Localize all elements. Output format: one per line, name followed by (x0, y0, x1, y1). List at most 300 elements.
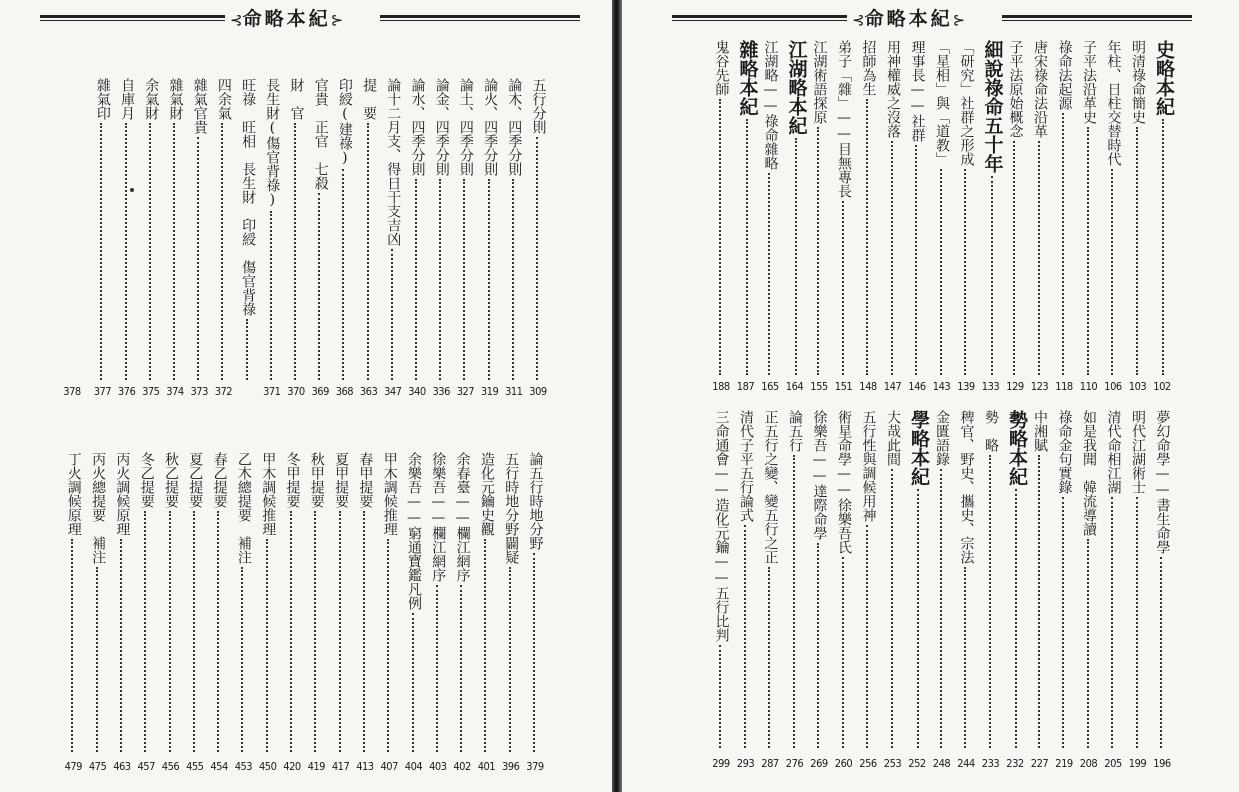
toc-page-number: 123 (1030, 380, 1049, 393)
toc-entry (62, 452, 84, 752)
dot-leader (339, 511, 343, 752)
toc-page-number: 299 (712, 757, 730, 770)
toc-entry-title: 五行時地分野闢疑 (503, 452, 520, 564)
toc-entry (403, 452, 425, 752)
toc-section-heading (784, 40, 810, 375)
toc-entry-title: 細說祿命五十年 (981, 40, 1004, 173)
toc-entry-title: 年柱、日柱交替時代 (1105, 40, 1122, 166)
toc-entry (330, 452, 352, 752)
ornament-left: ⊰ (230, 11, 243, 29)
dot-leader (221, 123, 225, 380)
toc-page-number: 232 (1006, 757, 1024, 770)
dot-leader (217, 511, 221, 752)
toc-entry (208, 452, 230, 752)
toc-entry (427, 452, 449, 752)
dot-leader (509, 567, 513, 752)
dot-leader (1015, 489, 1019, 748)
dot-leader (1038, 455, 1042, 748)
toc-entry-title: 術星命學——徐樂吾氏 (836, 410, 852, 554)
toc-entry-title: 丙火總提要 補注 (90, 452, 107, 564)
running-header-title: ⊰命略本紀⊱ (852, 8, 966, 30)
toc-page-number: 147 (883, 380, 902, 393)
toc-entry (257, 452, 279, 752)
toc-page-number: 205 (1104, 757, 1122, 770)
toc-page-number: 311 (505, 385, 523, 398)
toc-entry (931, 40, 953, 375)
dot-leader (793, 455, 797, 748)
toc-page-number: 164 (785, 380, 804, 393)
toc-page-number: 293 (736, 757, 755, 770)
dot-leader (817, 543, 821, 748)
toc-entry-title: 春甲提要 (357, 452, 374, 508)
dot-leader (173, 123, 177, 380)
toc-entry (527, 78, 549, 380)
toc-entry (91, 78, 113, 380)
dot-leader (193, 511, 197, 752)
toc-entry-title: 旺祿 旺相 長生財 印綬 傷官背祿 (240, 78, 257, 316)
toc-entry-title: 勢略本紀 (1006, 410, 1028, 486)
toc-entry (479, 78, 501, 380)
header-rule-left (672, 15, 847, 18)
dot-leader (1162, 119, 1166, 375)
toc-section-heading (1004, 410, 1030, 748)
dot-leader (817, 127, 821, 375)
toc-entry-title: 財 官 (288, 78, 305, 120)
toc-entry (882, 40, 904, 375)
toc-page-number: 151 (834, 380, 853, 393)
toc-page-number: 252 (908, 757, 926, 770)
toc-entry-title: 提 要 (361, 78, 378, 120)
toc-page-number: 413 (356, 760, 374, 773)
toc-entry-title: 大哉此間 (885, 410, 901, 466)
header-rule-left-thin (40, 20, 225, 21)
ornament-right: ⊱ (330, 11, 344, 29)
toc-entry (759, 410, 781, 748)
toc-page-number: 103 (1128, 380, 1147, 393)
toc-entry-title: 雜略本紀 (736, 40, 759, 116)
toc-page-number: 129 (1006, 380, 1024, 393)
left-running-header (40, 4, 580, 30)
toc-entry (451, 452, 473, 752)
toc-entry-title: 自庫月 (119, 78, 136, 120)
dot-leader (795, 138, 799, 375)
header-rule-left-thin (672, 20, 847, 21)
toc-entry-title: 論水、四季分則 (409, 78, 426, 176)
dot-leader (294, 123, 298, 380)
toc-page-number: 196 (1153, 757, 1171, 770)
dot-leader (746, 119, 750, 375)
toc-page-number: 327 (456, 385, 475, 398)
dot-leader (439, 179, 443, 380)
toc-entry (857, 40, 879, 375)
toc-page-number: 475 (88, 760, 107, 773)
toc-entry (406, 78, 428, 380)
dot-leader (1136, 497, 1140, 748)
toc-page-number: 363 (359, 385, 378, 398)
toc-entry (931, 410, 953, 748)
dot-leader (436, 585, 440, 752)
toc-entry-title: 清代命相江湖 (1105, 410, 1122, 494)
toc-page-number: 133 (981, 380, 1000, 393)
toc-page-number: 155 (810, 380, 828, 393)
toc-entry-title: 冬甲提要 (284, 452, 301, 508)
dot-leader (71, 539, 75, 752)
dot-leader (891, 141, 895, 375)
toc-page-number: 369 (311, 385, 329, 398)
toc-entry-title: 論木、四季分則 (506, 78, 523, 176)
dot-leader (744, 525, 748, 748)
toc-entry-title: 稗官、野史、攜史、宗法 (958, 410, 975, 564)
ornament-left: ⊰ (852, 11, 865, 29)
toc-entry-title: 造化元鑰史觀 (478, 452, 495, 536)
dot-leader (842, 201, 846, 375)
toc-entry-title: 秋乙提要 (163, 452, 179, 508)
dot-leader (314, 511, 318, 752)
toc-page-number: 417 (331, 760, 350, 773)
dot-leader (1111, 169, 1115, 375)
dot-leader (241, 567, 245, 752)
dot-leader (169, 511, 173, 752)
toc-entry (1102, 40, 1124, 375)
dot-leader (917, 489, 921, 748)
toc-page-number: 378 (63, 385, 81, 398)
dot-leader (266, 539, 270, 752)
dot-leader (512, 179, 516, 380)
toc-page-number: 253 (883, 757, 902, 770)
toc-page-number: 479 (64, 760, 82, 773)
toc-page-number: 148 (859, 380, 877, 393)
toc-entry-title: 江湖術語探原 (811, 40, 828, 124)
toc-entry (955, 410, 977, 748)
toc-entry-title: 夢幻命學——書生命學 (1154, 410, 1171, 554)
toc-page-number: 188 (712, 380, 730, 393)
dot-leader (768, 173, 772, 375)
toc-page-number: 208 (1079, 757, 1098, 770)
toc-entry-title: 鬼谷先師 (713, 40, 730, 96)
toc-entry (1029, 410, 1051, 748)
toc-entry (285, 78, 307, 380)
dot-leader (719, 99, 723, 375)
toc-entry (212, 78, 234, 380)
toc-entry-title: 祿命金句實錄 (1056, 410, 1073, 494)
toc-page-number: 139 (957, 380, 975, 393)
toc-entry (500, 452, 522, 752)
toc-entry (906, 40, 928, 375)
toc-entry-title: 五行性與調候用神 (860, 410, 877, 522)
toc-page-number: 456 (161, 760, 180, 773)
dot-leader (149, 123, 153, 380)
dot-leader (1087, 127, 1091, 375)
dot-leader (1062, 113, 1066, 375)
toc-entry-title: 雜氣官貴 (191, 78, 208, 134)
toc-entry-title: 明代江湖術士 (1130, 410, 1146, 494)
toc-section-heading (735, 40, 761, 375)
toc-page-number: 454 (210, 760, 228, 773)
dot-leader (964, 567, 968, 748)
dot-leader (866, 99, 870, 375)
toc-entry (833, 40, 855, 375)
dot-leader (96, 567, 100, 752)
toc-section-heading (1151, 40, 1177, 375)
toc-page-number: 419 (307, 760, 325, 773)
toc-entry-title: 中湘賦 (1032, 410, 1048, 452)
toc-entry (475, 452, 497, 752)
toc-entry-title: 春乙提要 (211, 452, 228, 508)
toc-entry (305, 452, 327, 752)
toc-page-number: 110 (1079, 380, 1098, 393)
dot-leader (391, 249, 395, 380)
toc-entry-title: 論火、四季分則 (482, 78, 499, 176)
toc-page-number: 347 (384, 385, 402, 398)
toc-page-number: 453 (234, 760, 253, 773)
toc-entry (980, 410, 1002, 748)
toc-entry-title: 江湖略本紀 (785, 40, 808, 135)
toc-entry-title: 史略本紀 (1153, 40, 1175, 116)
toc-entry (140, 78, 162, 380)
toc-entry (333, 78, 355, 380)
toc-entry (1029, 40, 1051, 375)
toc-entry (261, 78, 283, 380)
dot-leader (342, 169, 346, 380)
toc-page-number: 260 (834, 757, 853, 770)
toc-page-number: 336 (432, 385, 450, 398)
toc-entry-title: 江湖略——祿命雜略 (762, 40, 779, 170)
toc-entry-title: 金匱語錄 (934, 410, 950, 466)
dot-leader (1062, 497, 1066, 748)
toc-page-number: 244 (957, 757, 975, 770)
toc-page-number: 403 (429, 760, 447, 773)
toc-entry-title: 甲木調候推理 (381, 452, 398, 536)
toc-page-number: 248 (932, 757, 951, 770)
toc-entry-title: 三命通會——造化元鑰——五行比判 (713, 410, 730, 642)
dot-leader (488, 179, 492, 380)
toc-entry-title: 子平法原始概念 (1007, 40, 1024, 138)
toc-page-number: 370 (287, 385, 305, 398)
dot-leader (144, 511, 148, 752)
dot-leader (940, 469, 944, 748)
toc-page-number: 287 (761, 757, 779, 770)
dot-leader (197, 137, 201, 380)
right-page (622, 0, 1239, 792)
toc-entry (237, 78, 259, 380)
toc-page-number: 420 (283, 760, 301, 773)
toc-page-number: 143 (932, 380, 951, 393)
toc-entry (116, 78, 138, 380)
toc-entry (87, 452, 109, 752)
toc-page-number: 404 (404, 760, 423, 773)
toc-entry-title: 理事長——社群 (909, 40, 926, 142)
toc-entry (710, 410, 732, 748)
toc-entry (1053, 40, 1075, 375)
dot-leader (387, 539, 391, 752)
toc-page-number: 187 (736, 380, 755, 393)
toc-entry (430, 78, 452, 380)
toc-entry-title: 官貴 正官 七殺 (312, 78, 329, 190)
toc-entry (1004, 40, 1026, 375)
toc-entry (160, 452, 182, 752)
toc-entry (1078, 40, 1100, 375)
toc-page-number: 106 (1104, 380, 1122, 393)
toc-entry-title: 「星相」與「道教」 (934, 40, 950, 166)
toc-entry-title: 明清祿命簡史 (1130, 40, 1146, 124)
toc-entry-title: 正五行之變、變五行之正 (762, 410, 779, 564)
toc-page-number: 233 (981, 757, 1000, 770)
toc-page-number: 309 (529, 385, 547, 398)
toc-entry (184, 452, 206, 752)
toc-entry (358, 78, 380, 380)
toc-entry-title: 長生財(傷官背祿) (264, 78, 281, 208)
toc-entry (808, 40, 830, 375)
toc-page-number: 402 (453, 760, 471, 773)
dot-leader (1111, 497, 1115, 748)
dot-leader (1013, 141, 1017, 375)
toc-entry (710, 40, 732, 375)
ornament-right: ⊱ (952, 11, 966, 29)
dot-leader (842, 557, 846, 748)
toc-page-number: 319 (480, 385, 499, 398)
toc-page-number: 455 (186, 760, 204, 773)
toc-entry-title: 夏甲提要 (333, 452, 350, 508)
dot-leader (719, 645, 723, 748)
toc-entry-title: 印綬(建祿) (336, 78, 353, 166)
toc-entry-title: 四余氣 (215, 78, 232, 120)
header-rule-right (1002, 15, 1192, 18)
toc-entry (503, 78, 525, 380)
toc-page-number: 375 (142, 385, 160, 398)
toc-entry (354, 452, 376, 752)
toc-entry (882, 410, 904, 748)
toc-entry-title: 論十二月支、得日干支吉凶 (385, 78, 402, 246)
toc-page-number: 457 (137, 760, 155, 773)
toc-page-number: 379 (526, 760, 544, 773)
right-running-header (672, 4, 1192, 30)
toc-entry-title: 用神權威之沒落 (885, 40, 901, 138)
toc-page-number: 219 (1055, 757, 1073, 770)
toc-entry-title: 弟子「雜」——目無專長 (836, 40, 852, 198)
toc-page-number: 276 (785, 757, 804, 770)
toc-entry (833, 410, 855, 748)
toc-entry-title: 招師為生 (860, 40, 877, 96)
toc-entry-title: 丁火調候原理 (65, 452, 82, 536)
toc-page-number: 227 (1030, 757, 1049, 770)
toc-entry (735, 410, 757, 748)
dot-leader (915, 145, 919, 375)
toc-entry (808, 410, 830, 748)
toc-page-number: 463 (113, 760, 131, 773)
toc-entry (232, 452, 254, 752)
toc-page-number: 269 (810, 757, 828, 770)
dot-leader (246, 319, 250, 380)
dot-leader (460, 585, 464, 752)
toc-page-number: 118 (1055, 380, 1073, 393)
dot-leader (318, 193, 322, 380)
toc-page-number: 450 (258, 760, 277, 773)
dot-leader (533, 553, 537, 752)
toc-entry (1151, 410, 1173, 748)
toc-entry-title: 五行分則 (530, 78, 547, 134)
toc-entry-title: 夏乙提要 (187, 452, 204, 508)
toc-entry-title: 徐樂吾——欄江網序 (430, 452, 447, 582)
toc-page-number: 377 (93, 385, 112, 398)
toc-page-number: 340 (408, 385, 426, 398)
dot-leader (367, 123, 371, 380)
toc-entry-title: 雜氣財 (167, 78, 184, 120)
toc-page-number: 373 (190, 385, 208, 398)
toc-entry (378, 452, 400, 752)
dot-leader (1038, 141, 1042, 375)
toc-page-number: 368 (335, 385, 354, 398)
toc-page-number: 165 (761, 380, 779, 393)
toc-entry (1102, 410, 1124, 748)
toc-entry-title: 甲木調候推理 (260, 452, 277, 536)
toc-page-number: 396 (501, 760, 520, 773)
toc-entry (111, 452, 133, 752)
dot-leader (1087, 539, 1091, 748)
toc-entry (382, 78, 404, 380)
toc-entry-title: 徐樂吾——達際命學 (811, 410, 828, 540)
dot-leader (412, 613, 416, 752)
toc-entry (524, 452, 546, 752)
toc-page-number: 407 (380, 760, 398, 773)
dot-leader (536, 137, 540, 380)
toc-entry-title: 如是我聞 韓流導讀 (1081, 410, 1097, 536)
toc-page-number: 256 (859, 757, 877, 770)
toc-entry (759, 40, 781, 375)
dot-leader (940, 169, 944, 375)
toc-section-heading (980, 40, 1006, 375)
toc-entry-title: 秋甲提要 (308, 452, 325, 508)
dot-leader (363, 511, 367, 752)
toc-entry-title: 余樂吾——窮通寶鑑凡例 (406, 452, 422, 610)
dot-leader (100, 123, 104, 380)
toc-entry (1127, 410, 1149, 748)
toc-entry-title: 學略本紀 (908, 410, 930, 486)
dot-leader (866, 525, 870, 748)
toc-entry (1127, 40, 1149, 375)
dot-leader (991, 176, 995, 375)
toc-page-number: 372 (214, 385, 233, 398)
toc-entry (955, 40, 977, 375)
dot-leader (1136, 127, 1140, 375)
toc-page-number: 146 (908, 380, 926, 393)
toc-entry-title: 冬乙提要 (138, 452, 155, 508)
header-rule-right-thin (1002, 20, 1192, 21)
toc-page-number: 371 (263, 385, 281, 398)
dot-leader (1160, 557, 1164, 748)
toc-entry (857, 410, 879, 748)
toc-entry-title: 論五行 (787, 410, 803, 452)
toc-entry-title: 論土、四季分則 (457, 78, 474, 176)
toc-entry (164, 78, 186, 380)
header-rule-left (40, 15, 225, 18)
toc-entry-title: 論五行時地分野 (527, 452, 544, 550)
left-page (0, 0, 614, 792)
toc-entry-title: 「研究」社群之形成 (958, 40, 975, 166)
dot-leader (989, 455, 993, 748)
toc-entry-title: 乙木總提要 補注 (235, 452, 252, 564)
toc-page-number: 199 (1128, 757, 1147, 770)
toc-entry (135, 452, 157, 752)
dot-leader (891, 469, 895, 748)
toc-page-number: 374 (166, 385, 184, 398)
toc-section-heading (906, 410, 932, 748)
header-rule-right (380, 15, 580, 18)
toc-entry (281, 452, 303, 752)
dot-leader (120, 539, 124, 752)
dot-leader (290, 511, 294, 752)
dot-leader (484, 539, 488, 752)
dot-leader (125, 123, 129, 380)
